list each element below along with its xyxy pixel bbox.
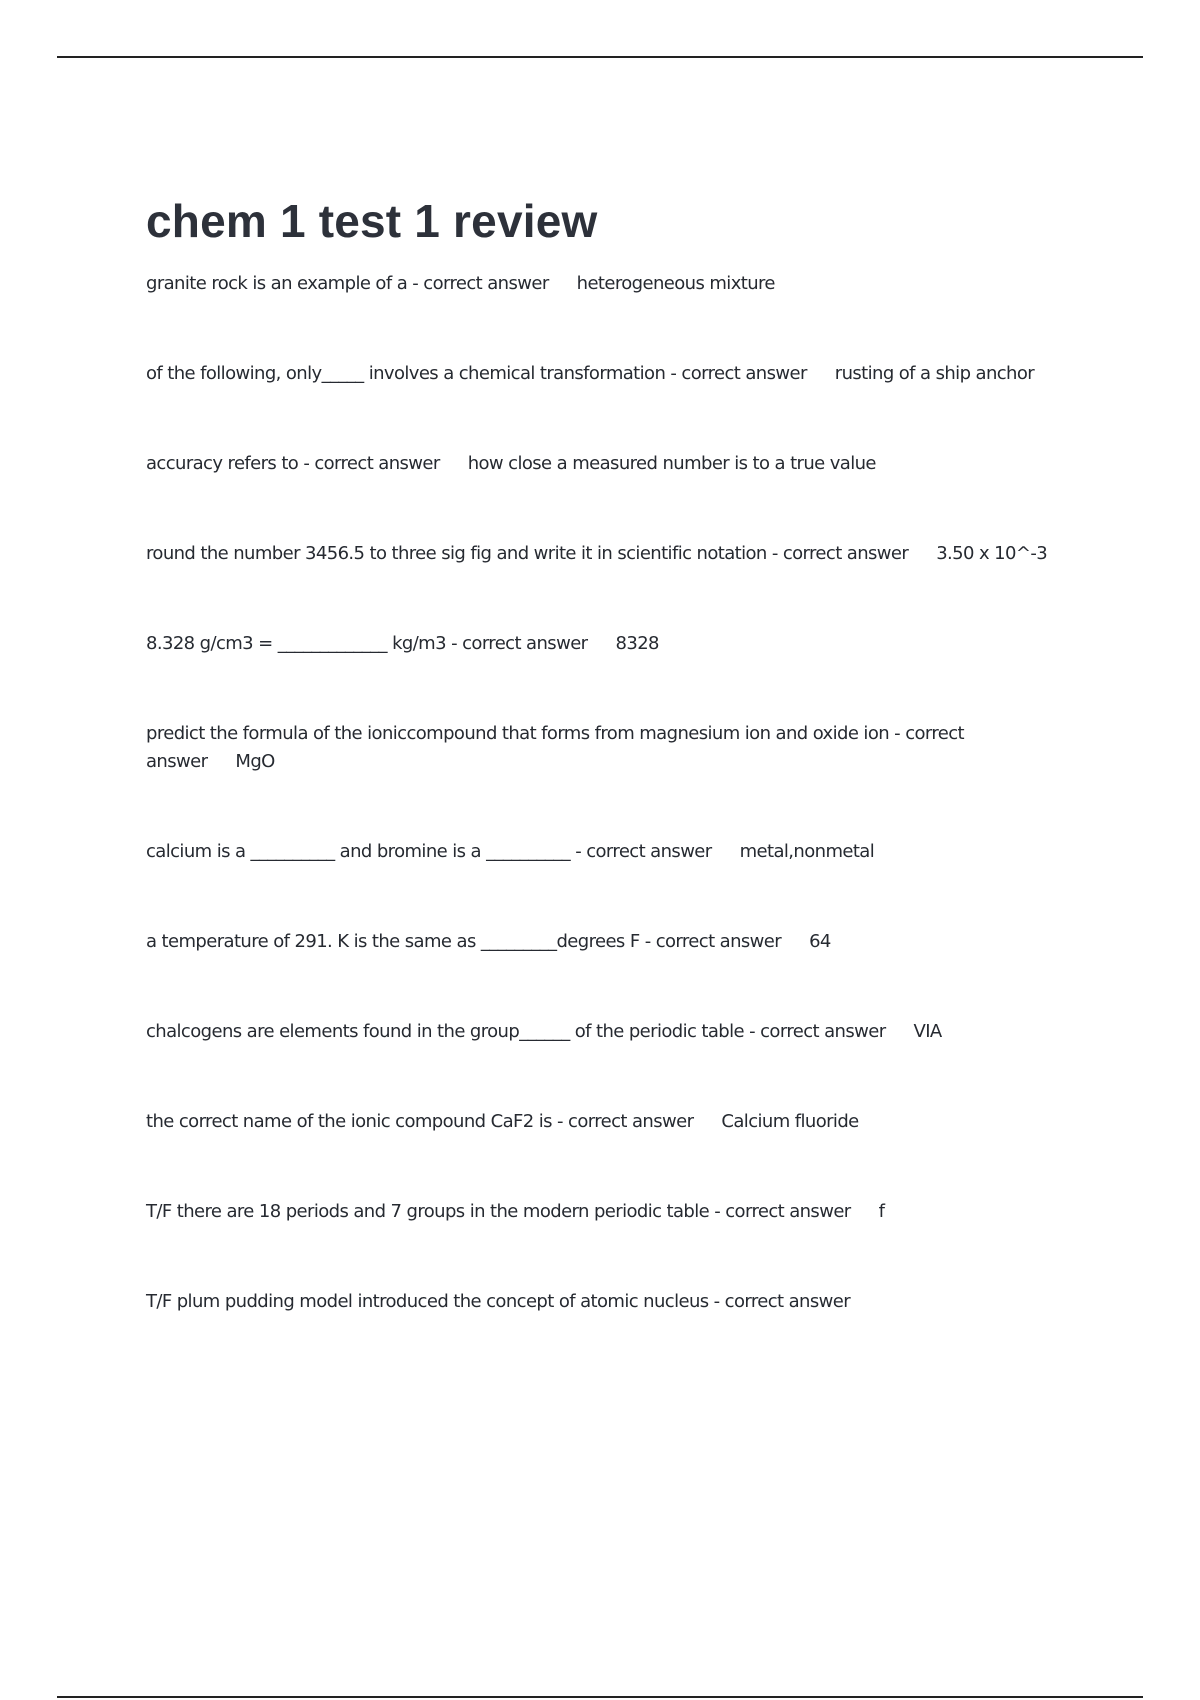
answer-text: how close a measured number is to a true value: [467, 453, 876, 474]
answer-text: 64: [809, 931, 831, 952]
top-rule: [57, 56, 1143, 58]
question-text: T/F plum pudding model introduced the concept of atomic nucleus - correct answer: [146, 1291, 851, 1312]
qa-item: [146, 540, 1066, 568]
qa-item: [146, 1288, 1066, 1316]
question-text: T/F there are 18 periods and 7 groups in the modern periodic table - correct answer: [146, 1201, 851, 1222]
answer-text: rusting of a ship anchor: [834, 363, 1035, 384]
question-text: predict the formula of the ioniccompound that forms from magnesium ion and oxide ion - correct answer: [146, 723, 965, 772]
qa-item: [146, 720, 1066, 776]
question-text: a temperature of 291. K is the same as _________degrees F - correct answer: [146, 931, 782, 952]
qa-item: [146, 360, 1066, 388]
answer-text: heterogeneous mixture: [576, 273, 775, 294]
qa-item: [146, 630, 1066, 658]
qa-list: [146, 270, 1066, 1316]
answer-text: 3.50 x 10^-3: [936, 543, 1048, 564]
answer-text: Calcium fluoride: [721, 1111, 859, 1132]
qa-item: [146, 1108, 1066, 1136]
question-text: the correct name of the ionic compound CaF2 is - correct answer: [146, 1111, 694, 1132]
question-text: of the following, only_____ involves a chemical transformation - correct answer: [146, 363, 807, 384]
bottom-rule: [57, 1696, 1143, 1698]
document-title: chem 1 test 1 review: [146, 195, 598, 247]
question-text: accuracy refers to - correct answer: [146, 453, 440, 474]
question-text: 8.328 g/cm3 = _____________ kg/m3 - correct answer: [146, 633, 588, 654]
question-text: granite rock is an example of a - correct answer: [146, 273, 549, 294]
answer-text: metal,nonmetal: [739, 841, 875, 862]
question-text: chalcogens are elements found in the group______ of the periodic table - correct answer: [146, 1021, 886, 1042]
document-body: [146, 180, 1066, 1378]
answer-text: 8328: [615, 633, 659, 654]
answer-text: f: [878, 1201, 885, 1222]
qa-item: [146, 270, 1066, 298]
answer-text: VIA: [913, 1021, 942, 1042]
qa-item: [146, 1018, 1066, 1046]
question-text: calcium is a __________ and bromine is a __________ - correct answer: [146, 841, 712, 862]
answer-text: MgO: [235, 751, 275, 772]
qa-item: [146, 1198, 1066, 1226]
question-text: round the number 3456.5 to three sig fig and write it in scientific notation - correct answer: [146, 543, 909, 564]
qa-item: [146, 928, 1066, 956]
qa-item: [146, 838, 1066, 866]
qa-item: [146, 450, 1066, 478]
